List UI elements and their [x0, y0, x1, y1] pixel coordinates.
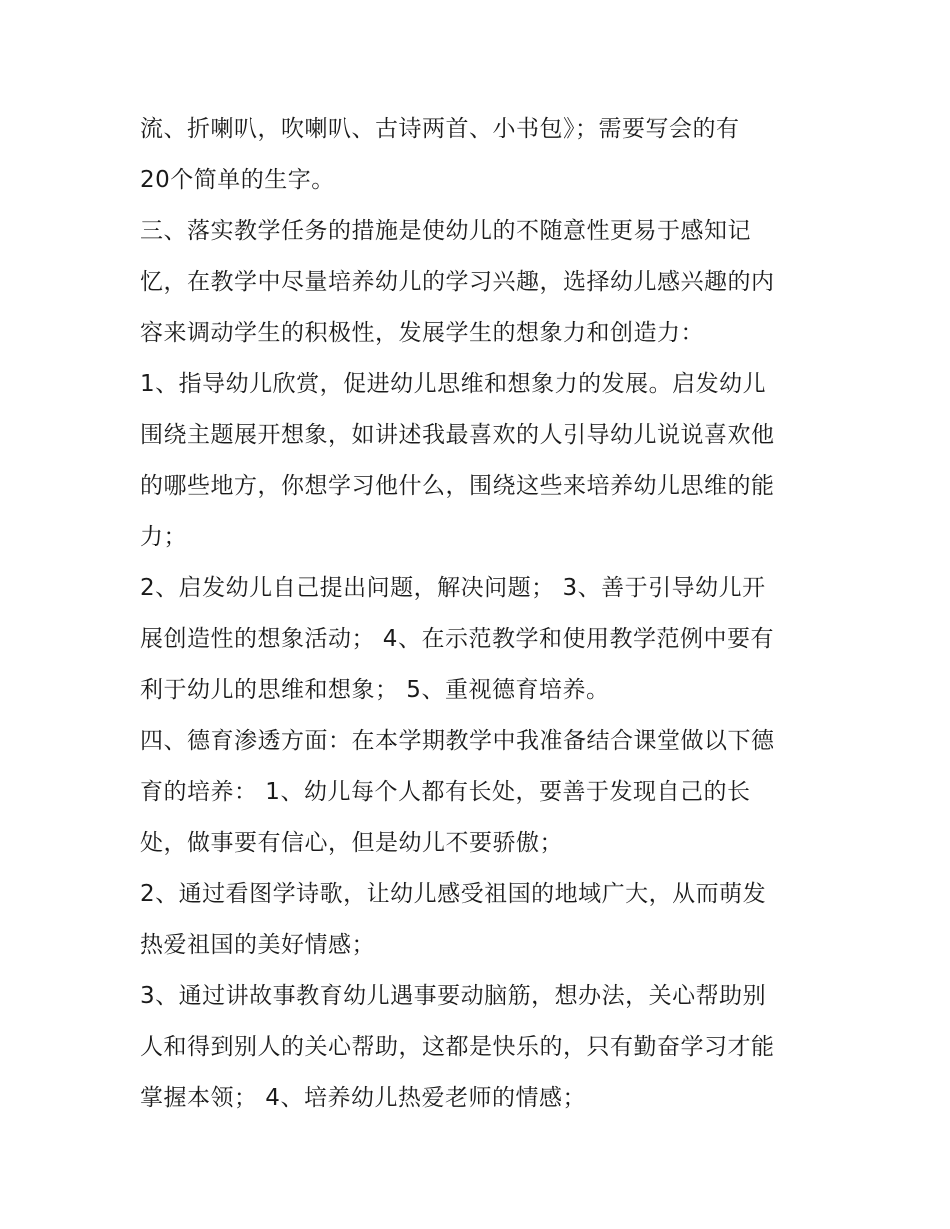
document-body	[140, 104, 820, 1124]
text-line: 容来调动学生的积极性，发展学生的想象力和创造力：	[140, 320, 704, 346]
text-line: 围绕主题展开想象，如讲述我最喜欢的人引导幼儿说说喜欢他	[140, 422, 775, 448]
text-line: 力；	[140, 524, 187, 550]
text-line: 流、折喇叭，吹喇叭、古诗两首、小书包》；需要写会的有	[140, 116, 740, 142]
text-line: 人和得到别人的关心帮助，这都是快乐的，只有勤奋学习才能	[140, 1034, 775, 1060]
text-line: 的哪些地方，你想学习他什么，围绕这些来培养幼儿思维的能	[140, 473, 775, 499]
text-line: 3、通过讲故事教育幼儿遇事要动脑筋，想办法，关心帮助别	[140, 983, 767, 1009]
text-line: 热爱祖国的美好情感；	[140, 932, 375, 958]
text-line: 20个简单的生字。	[140, 167, 335, 193]
text-line: 2、启发幼儿自己提出问题，解决问题； 3、善于引导幼儿开	[140, 575, 766, 601]
text-line: 展创造性的想象活动； 4、在示范教学和使用教学范例中要有	[140, 626, 774, 652]
text-line: 2、通过看图学诗歌，让幼儿感受祖国的地域广大，从而萌发	[140, 881, 767, 907]
text-line: 四、德育渗透方面：在本学期教学中我准备结合课堂做以下德	[140, 728, 775, 754]
text-line: 处，做事要有信心，但是幼儿不要骄傲；	[140, 830, 563, 856]
text-line: 三、落实教学任务的措施是使幼儿的不随意性更易于感知记	[140, 218, 751, 244]
text-line: 忆，在教学中尽量培养幼儿的学习兴趣，选择幼儿感兴趣的内	[140, 269, 775, 295]
text-line: 育的培养： 1、幼儿每个人都有长处，要善于发现自己的长	[140, 779, 751, 805]
text-line: 利于幼儿的思维和想象； 5、重视德育培养。	[140, 677, 610, 703]
text-line: 1、指导幼儿欣赏，促进幼儿思维和想象力的发展。启发幼儿	[140, 371, 767, 397]
text-line: 掌握本领； 4、培养幼儿热爱老师的情感；	[140, 1085, 586, 1111]
